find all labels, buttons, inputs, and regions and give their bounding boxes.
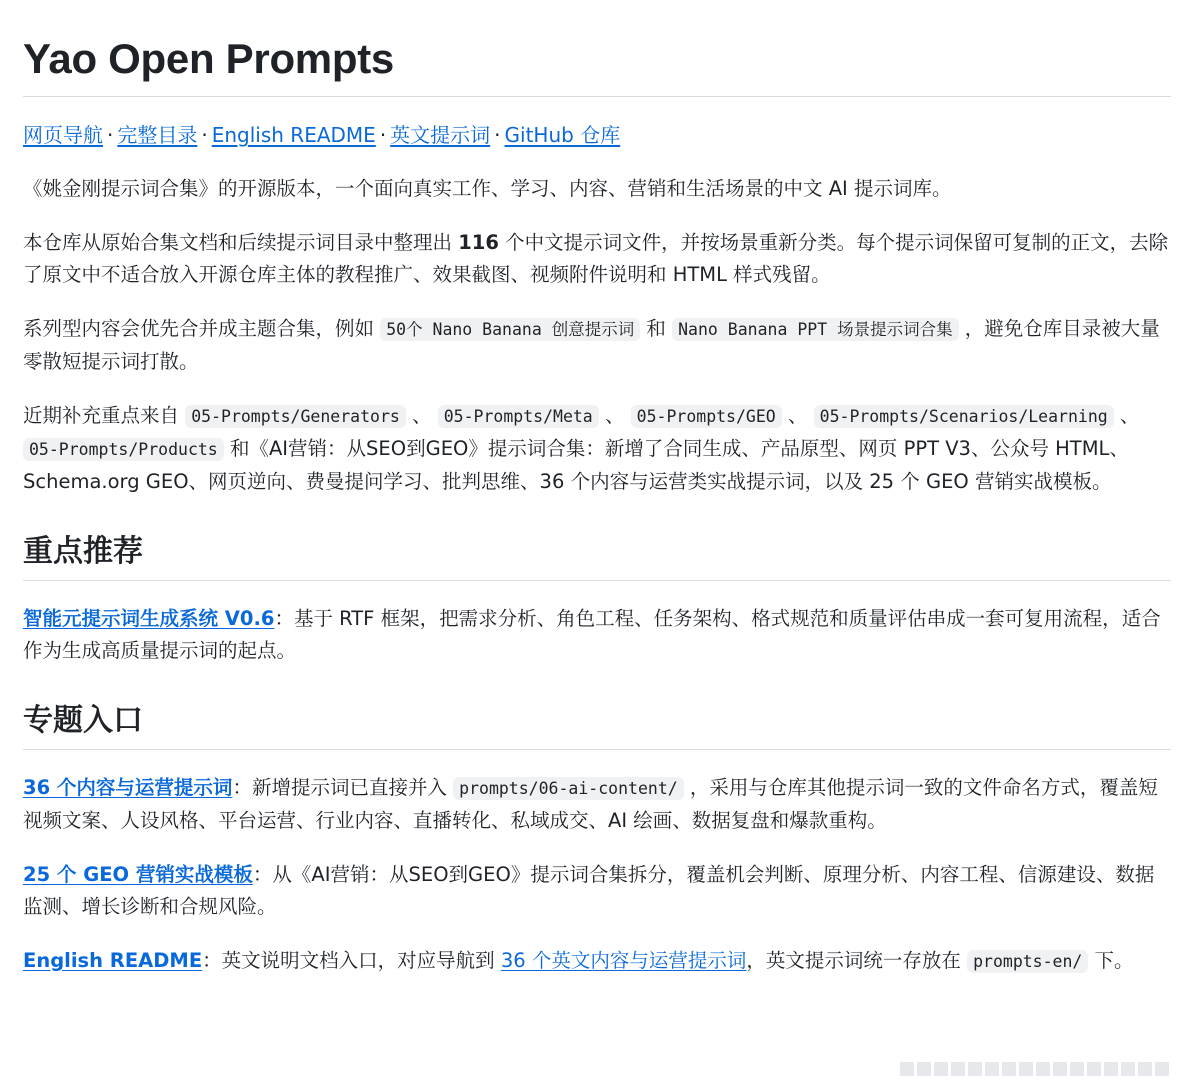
text-span: ，采用与仓库其他提示词一致的文件命名方式，覆盖短视频文案、人设风格、平台运营、行业内容、直播转化、私域成交、AI 绘画、数据复盘和爆款重构。: [23, 776, 1158, 832]
nav-separator: ·: [379, 123, 387, 147]
nav-separator: ·: [107, 123, 114, 147]
text-span: 个中文提示词文件，并按场景重新分类。每个提示词保留可复制的正文，去除了原文中不适合放入开源仓库主体的教程推广、效果截图、视频附件说明和 HTML 样式残留。: [23, 231, 1169, 286]
text-span: 和: [640, 317, 673, 340]
fade-block: [1104, 1062, 1118, 1076]
inline-code: prompts-en/: [967, 950, 1088, 973]
text-span: ，避免仓库目录被大量零散短提示词打散。: [23, 317, 1160, 373]
section-heading-recommended: 重点推荐: [23, 532, 1171, 581]
inline-code: 05-Prompts/GEO: [631, 405, 782, 428]
recent-additions-paragraph: [23, 400, 1171, 498]
fade-block: [900, 1062, 914, 1076]
link-geo-templates[interactable]: 25 个 GEO 营销实战模板: [23, 863, 253, 886]
inline-code: Nano Banana PPT 场景提示词合集: [672, 318, 958, 341]
fade-block: [985, 1062, 999, 1076]
prompt-count: 116: [458, 231, 499, 254]
nav-link-github-repo[interactable]: GitHub 仓库: [504, 123, 621, 147]
text-span: ：新增提示词已直接并入: [232, 776, 454, 799]
inline-code: 05-Prompts/Products: [23, 438, 224, 461]
inline-code: 05-Prompts/Generators: [185, 405, 406, 428]
nav-link-english-readme[interactable]: English README: [211, 123, 376, 147]
nav-link-english-prompts[interactable]: 英文提示词: [390, 123, 491, 147]
recommended-paragraph: [23, 603, 1171, 667]
link-content-ops-prompts[interactable]: 36 个内容与运营提示词: [23, 776, 233, 799]
text-span: ：从《AI营销：从SEO到GEO》提示词合集拆分，覆盖机会判断、原理分析、内容工程、信源建设、数据监测、增长诊断和合规风险。: [23, 863, 1155, 918]
nav-link-full-catalog[interactable]: 完整目录: [117, 123, 198, 147]
inline-code: prompts/06-ai-content/: [453, 777, 684, 800]
fade-block: [1019, 1062, 1033, 1076]
text-span: 和《AI营销：从SEO到GEO》提示词合集：新增了合同生成、产品原型、网页 PPT V3、公众号 HTML、Schema.org GEO、网页逆向、费曼提问学习、批判思维、36 个内容与运营类实战提示词，以及 25 个 GEO 营销实战模板。: [23, 437, 1129, 493]
series-paragraph: [23, 313, 1171, 378]
topic-geo-templates: [23, 859, 1171, 923]
text-span: 、: [781, 404, 814, 427]
fade-block: [1002, 1062, 1016, 1076]
fade-block: [917, 1062, 931, 1076]
text-span: 、: [405, 404, 438, 427]
fade-block: [1036, 1062, 1050, 1076]
topic-english-readme: [23, 945, 1171, 978]
section-heading-topics: 专题入口: [23, 701, 1171, 750]
nav-links: [23, 119, 1171, 151]
text-span: 、: [1113, 404, 1140, 427]
fade-block: [968, 1062, 982, 1076]
link-english-readme[interactable]: English README: [23, 949, 203, 972]
readme-document: [23, 0, 1171, 978]
fade-block: [1087, 1062, 1101, 1076]
page-title: Yao Open Prompts: [23, 0, 1171, 97]
watermark-fade-strip: [900, 1058, 1180, 1080]
text-span: 、: [598, 404, 631, 427]
nav-separator: ·: [201, 123, 208, 147]
text-span: ，英文提示词统一存放在: [746, 949, 968, 972]
text-span: 系列型内容会优先合并成主题合集，例如: [23, 317, 381, 340]
nav-link-web-nav[interactable]: 网页导航: [23, 123, 103, 147]
intro-paragraph: 《姚金刚提示词合集》的开源版本，一个面向真实工作、学习、内容、营销和生活场景的中文 AI 提示词库。: [23, 177, 952, 200]
fade-block: [1121, 1062, 1135, 1076]
repo-summary-paragraph: [23, 227, 1171, 291]
fade-block: [1155, 1062, 1169, 1076]
topic-content-ops: [23, 772, 1171, 837]
link-meta-prompt-system[interactable]: 智能元提示词生成系统 V0.6: [23, 607, 275, 630]
text-span: ：基于 RTF 框架，把需求分析、角色工程、任务架构、格式规范和质量评估串成一套可复用流程，适合作为生成高质量提示词的起点。: [23, 607, 1161, 662]
link-english-content-prompts[interactable]: 36 个英文内容与运营提示词: [500, 949, 747, 972]
text-span: 本仓库从原始合集文档和后续提示词目录中整理出: [23, 231, 459, 254]
nav-separator: ·: [494, 123, 501, 147]
fade-block: [934, 1062, 948, 1076]
inline-code: 05-Prompts/Meta: [438, 405, 599, 428]
text-span: 下。: [1088, 949, 1134, 972]
fade-block: [1053, 1062, 1067, 1076]
inline-code: 50个 Nano Banana 创意提示词: [380, 318, 640, 341]
text-span: 近期补充重点来自: [23, 404, 186, 427]
text-span: ：英文说明文档入口，对应导航到: [202, 949, 501, 972]
inline-code: 05-Prompts/Scenarios/Learning: [814, 405, 1114, 428]
fade-block: [951, 1062, 965, 1076]
fade-block: [1138, 1062, 1152, 1076]
fade-block: [1070, 1062, 1084, 1076]
